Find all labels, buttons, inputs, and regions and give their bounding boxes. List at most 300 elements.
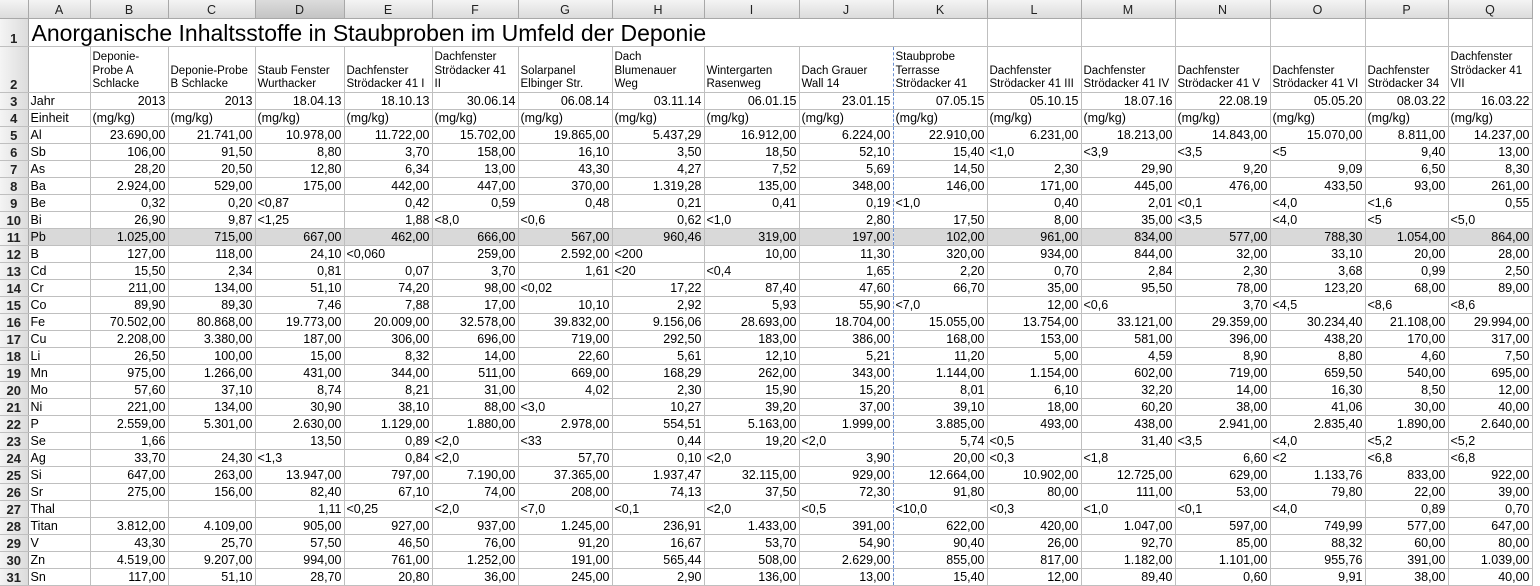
data-cell[interactable]: 567,00 (518, 228, 612, 245)
data-cell[interactable]: 30,00 (1365, 398, 1448, 415)
data-cell[interactable]: 15,90 (704, 381, 799, 398)
data-cell[interactable]: 91,20 (518, 534, 612, 551)
data-cell[interactable]: 32.578,00 (432, 313, 518, 330)
column-header-o[interactable]: O (1270, 0, 1365, 18)
row-header-23[interactable]: 23 (0, 432, 28, 449)
row-header-11[interactable]: 11 (0, 228, 28, 245)
data-cell[interactable]: 22,00 (1365, 483, 1448, 500)
data-cell[interactable]: 38,00 (1365, 568, 1448, 585)
data-cell[interactable]: 22.08.19 (1175, 92, 1270, 109)
data-cell[interactable]: 5,93 (704, 296, 799, 313)
row-label[interactable]: Pb (28, 228, 90, 245)
data-cell[interactable]: 2013 (168, 92, 255, 109)
data-cell[interactable]: 82,40 (255, 483, 344, 500)
data-cell[interactable]: 1.319,28 (612, 177, 704, 194)
data-cell[interactable]: 719,00 (1175, 364, 1270, 381)
data-cell[interactable]: 960,46 (612, 228, 704, 245)
data-cell[interactable]: 80,00 (987, 483, 1081, 500)
data-cell[interactable]: 0,44 (612, 432, 704, 449)
column-title-f[interactable]: Dachfenster Strödacker 41 II (432, 46, 518, 92)
data-cell[interactable]: 1.047,00 (1081, 517, 1175, 534)
data-cell[interactable]: 934,00 (987, 245, 1081, 262)
data-cell[interactable]: 511,00 (432, 364, 518, 381)
data-cell[interactable]: 2,30 (1175, 262, 1270, 279)
data-cell[interactable]: 905,00 (255, 517, 344, 534)
data-cell[interactable]: 1.144,00 (893, 364, 987, 381)
data-cell[interactable]: 343,00 (799, 364, 893, 381)
data-cell[interactable]: 08.03.22 (1365, 92, 1448, 109)
data-cell[interactable]: <3,5 (1175, 143, 1270, 160)
data-cell[interactable]: <0,3 (987, 449, 1081, 466)
data-cell[interactable]: 4.109,00 (168, 517, 255, 534)
data-cell[interactable]: 15,20 (799, 381, 893, 398)
row-header-27[interactable]: 27 (0, 500, 28, 517)
data-cell[interactable]: 197,00 (799, 228, 893, 245)
data-cell[interactable]: 2,92 (612, 296, 704, 313)
data-cell[interactable]: 0,32 (90, 194, 168, 211)
column-title-l[interactable]: Dachfenster Strödacker 41 III (987, 46, 1081, 92)
row-header-18[interactable]: 18 (0, 347, 28, 364)
data-cell[interactable]: 1,66 (90, 432, 168, 449)
data-cell[interactable]: 14.237,00 (1448, 126, 1532, 143)
data-cell[interactable]: (mg/kg) (432, 109, 518, 126)
data-cell[interactable]: <8,6 (1448, 296, 1532, 313)
data-cell[interactable]: 16.912,00 (704, 126, 799, 143)
row-header-26[interactable]: 26 (0, 483, 28, 500)
data-cell[interactable]: 2013 (90, 92, 168, 109)
data-cell[interactable]: 134,00 (168, 398, 255, 415)
data-cell[interactable]: 88,00 (432, 398, 518, 415)
data-cell[interactable]: <4,5 (1270, 296, 1365, 313)
data-cell[interactable]: <5,2 (1448, 432, 1532, 449)
data-cell[interactable]: 72,30 (799, 483, 893, 500)
row-header-15[interactable]: 15 (0, 296, 28, 313)
data-cell[interactable]: <1,8 (1081, 449, 1175, 466)
data-cell[interactable]: <0,5 (987, 432, 1081, 449)
data-cell[interactable] (168, 432, 255, 449)
data-cell[interactable]: 438,20 (1270, 330, 1365, 347)
data-cell[interactable]: <0,87 (255, 194, 344, 211)
data-cell[interactable]: 74,00 (432, 483, 518, 500)
data-cell[interactable]: 10.978,00 (255, 126, 344, 143)
data-cell[interactable]: 05.10.15 (987, 92, 1081, 109)
column-title-p[interactable]: Dachfenster Strödacker 34 (1365, 46, 1448, 92)
row-header-29[interactable]: 29 (0, 534, 28, 551)
row-label[interactable]: Al (28, 126, 90, 143)
data-cell[interactable]: 14.843,00 (1175, 126, 1270, 143)
data-cell[interactable]: 10,10 (518, 296, 612, 313)
row-label[interactable]: Be (28, 194, 90, 211)
data-cell[interactable]: 38,00 (1175, 398, 1270, 415)
row-label[interactable]: Thal (28, 500, 90, 517)
column-header-g[interactable]: G (518, 0, 612, 18)
data-cell[interactable]: 51,10 (168, 568, 255, 585)
data-cell[interactable]: 11.722,00 (344, 126, 432, 143)
data-cell[interactable]: 11,20 (893, 347, 987, 364)
data-cell[interactable]: 2,34 (168, 262, 255, 279)
select-all-corner[interactable] (0, 0, 28, 18)
data-cell[interactable]: 118,00 (168, 245, 255, 262)
row-label[interactable]: Se (28, 432, 90, 449)
data-cell[interactable]: 8,30 (1448, 160, 1532, 177)
data-cell[interactable]: 344,00 (344, 364, 432, 381)
row-header-28[interactable]: 28 (0, 517, 28, 534)
data-cell[interactable]: 8,50 (1365, 381, 1448, 398)
data-cell[interactable]: 15.055,00 (893, 313, 987, 330)
row-header-7[interactable]: 7 (0, 160, 28, 177)
row-header-12[interactable]: 12 (0, 245, 28, 262)
row-label[interactable]: As (28, 160, 90, 177)
data-cell[interactable]: 39,10 (893, 398, 987, 415)
data-cell[interactable]: <0,060 (344, 245, 432, 262)
data-cell[interactable]: 8,80 (255, 143, 344, 160)
data-cell[interactable]: 7,52 (704, 160, 799, 177)
data-cell[interactable]: 4,59 (1081, 347, 1175, 364)
data-cell[interactable]: 19.865,00 (518, 126, 612, 143)
data-cell[interactable]: 15.070,00 (1270, 126, 1365, 143)
data-cell[interactable]: 19,20 (704, 432, 799, 449)
data-cell[interactable]: 156,00 (168, 483, 255, 500)
data-cell[interactable]: 844,00 (1081, 245, 1175, 262)
data-cell[interactable]: 1.039,00 (1448, 551, 1532, 568)
data-cell[interactable]: 3.885,00 (893, 415, 987, 432)
row-label[interactable]: Sb (28, 143, 90, 160)
data-cell[interactable]: 19.773,00 (255, 313, 344, 330)
data-cell[interactable]: 391,00 (799, 517, 893, 534)
data-cell[interactable]: 22,60 (518, 347, 612, 364)
data-cell[interactable]: (mg/kg) (168, 109, 255, 126)
data-cell[interactable]: 37.365,00 (518, 466, 612, 483)
data-cell[interactable]: 12,00 (1448, 381, 1532, 398)
data-cell[interactable]: 51,10 (255, 279, 344, 296)
data-cell[interactable]: 5,21 (799, 347, 893, 364)
data-cell[interactable]: 4.519,00 (90, 551, 168, 568)
row-label[interactable]: Sr (28, 483, 90, 500)
data-cell[interactable]: 2.941,00 (1175, 415, 1270, 432)
data-cell[interactable]: 259,00 (432, 245, 518, 262)
data-cell[interactable]: 462,00 (344, 228, 432, 245)
data-cell[interactable]: 0,48 (518, 194, 612, 211)
data-cell[interactable]: 117,00 (90, 568, 168, 585)
data-cell[interactable]: 1.154,00 (987, 364, 1081, 381)
data-cell[interactable]: <1,0 (987, 143, 1081, 160)
data-cell[interactable]: <1,0 (893, 194, 987, 211)
column-title-n[interactable]: Dachfenster Strödacker 41 V (1175, 46, 1270, 92)
data-cell[interactable]: 20,00 (1365, 245, 1448, 262)
row-label[interactable]: Si (28, 466, 90, 483)
data-cell[interactable]: 540,00 (1365, 364, 1448, 381)
data-cell[interactable]: 14,00 (1175, 381, 1270, 398)
data-cell[interactable]: (mg/kg) (799, 109, 893, 126)
data-cell[interactable]: 1.890,00 (1365, 415, 1448, 432)
data-cell[interactable]: 38,10 (344, 398, 432, 415)
data-cell[interactable]: 13,00 (432, 160, 518, 177)
data-cell[interactable]: 7,50 (1448, 347, 1532, 364)
data-cell[interactable]: 695,00 (1448, 364, 1532, 381)
data-cell[interactable]: 2.592,00 (518, 245, 612, 262)
data-cell[interactable]: 292,50 (612, 330, 704, 347)
column-header-i[interactable]: I (704, 0, 799, 18)
data-cell[interactable]: <1,25 (255, 211, 344, 228)
data-cell[interactable]: <0,1 (1175, 194, 1270, 211)
data-cell[interactable]: (mg/kg) (612, 109, 704, 126)
data-cell[interactable]: 929,00 (799, 466, 893, 483)
data-cell[interactable]: 54,90 (799, 534, 893, 551)
data-cell[interactable]: <5 (1270, 143, 1365, 160)
data-cell[interactable]: 35,00 (987, 279, 1081, 296)
data-cell[interactable]: 833,00 (1365, 466, 1448, 483)
data-cell[interactable]: 3.812,00 (90, 517, 168, 534)
data-cell[interactable]: 12,10 (704, 347, 799, 364)
data-cell[interactable]: 1,88 (344, 211, 432, 228)
column-title-e[interactable]: Dachfenster Strödacker 41 I (344, 46, 432, 92)
data-cell[interactable]: 111,00 (1081, 483, 1175, 500)
data-cell[interactable]: <0,1 (1175, 500, 1270, 517)
row-label[interactable]: Titan (28, 517, 90, 534)
data-cell[interactable]: 5,69 (799, 160, 893, 177)
data-cell[interactable]: 171,00 (987, 177, 1081, 194)
data-cell[interactable]: <2,0 (432, 500, 518, 517)
data-cell[interactable]: 0,55 (1448, 194, 1532, 211)
data-cell[interactable]: <2,0 (704, 500, 799, 517)
data-cell[interactable]: 4,60 (1365, 347, 1448, 364)
data-cell[interactable]: 53,00 (1175, 483, 1270, 500)
data-cell[interactable]: 39,00 (1448, 483, 1532, 500)
column-header-b[interactable]: B (90, 0, 168, 18)
row-header-10[interactable]: 10 (0, 211, 28, 228)
data-cell[interactable]: 386,00 (799, 330, 893, 347)
data-cell[interactable]: 12.725,00 (1081, 466, 1175, 483)
data-cell[interactable]: <10,0 (893, 500, 987, 517)
data-cell[interactable]: 0,99 (1365, 262, 1448, 279)
data-cell[interactable]: 23.690,00 (90, 126, 168, 143)
data-cell[interactable]: 146,00 (893, 177, 987, 194)
column-title-o[interactable]: Dachfenster Strödacker 41 VI (1270, 46, 1365, 92)
data-cell[interactable]: 135,00 (704, 177, 799, 194)
data-cell[interactable]: 391,00 (1365, 551, 1448, 568)
column-title-k[interactable]: Staubprobe Terrasse Strödacker 41 (893, 46, 987, 92)
data-cell[interactable]: 91,80 (893, 483, 987, 500)
data-cell[interactable]: 100,00 (168, 347, 255, 364)
row-label[interactable]: Co (28, 296, 90, 313)
data-cell[interactable]: 306,00 (344, 330, 432, 347)
data-cell[interactable]: 28.693,00 (704, 313, 799, 330)
data-cell[interactable]: 88,32 (1270, 534, 1365, 551)
data-cell[interactable]: (mg/kg) (1270, 109, 1365, 126)
data-cell[interactable]: 13,50 (255, 432, 344, 449)
data-cell[interactable]: (mg/kg) (255, 109, 344, 126)
data-cell[interactable]: 47,60 (799, 279, 893, 296)
column-title-q[interactable]: Dachfenster Strödacker 41 VII (1448, 46, 1532, 92)
data-cell[interactable]: <33 (518, 432, 612, 449)
data-cell[interactable]: 7,46 (255, 296, 344, 313)
data-cell[interactable]: 16,30 (1270, 381, 1365, 398)
data-cell[interactable]: 261,00 (1448, 177, 1532, 194)
data-cell[interactable]: 2.629,00 (799, 551, 893, 568)
column-header-m[interactable]: M (1081, 0, 1175, 18)
data-cell[interactable]: 89,90 (90, 296, 168, 313)
data-cell[interactable]: 667,00 (255, 228, 344, 245)
data-cell[interactable]: 24,30 (168, 449, 255, 466)
data-cell[interactable]: 57,70 (518, 449, 612, 466)
data-cell[interactable]: 18.10.13 (344, 92, 432, 109)
data-cell[interactable]: 565,44 (612, 551, 704, 568)
data-cell[interactable]: 622,00 (893, 517, 987, 534)
data-cell[interactable]: 7,88 (344, 296, 432, 313)
data-cell[interactable]: 43,30 (518, 160, 612, 177)
data-cell[interactable]: <5,2 (1365, 432, 1448, 449)
data-cell[interactable]: 106,00 (90, 143, 168, 160)
data-cell[interactable]: 18.213,00 (1081, 126, 1175, 143)
cell[interactable] (1365, 18, 1448, 46)
data-cell[interactable]: 2,84 (1081, 262, 1175, 279)
data-cell[interactable]: 493,00 (987, 415, 1081, 432)
cell[interactable] (1081, 18, 1175, 46)
data-cell[interactable]: 6,34 (344, 160, 432, 177)
data-cell[interactable]: 55,90 (799, 296, 893, 313)
data-cell[interactable]: <1,0 (1081, 500, 1175, 517)
data-cell[interactable]: 127,00 (90, 245, 168, 262)
data-cell[interactable]: 22.910,00 (893, 126, 987, 143)
data-cell[interactable]: 3,70 (1175, 296, 1270, 313)
data-cell[interactable]: 420,00 (987, 517, 1081, 534)
data-cell[interactable]: 597,00 (1175, 517, 1270, 534)
data-cell[interactable]: <0,25 (344, 500, 432, 517)
data-cell[interactable]: 0,59 (432, 194, 518, 211)
data-cell[interactable]: 0,10 (612, 449, 704, 466)
data-cell[interactable]: 91,50 (168, 143, 255, 160)
data-cell[interactable]: 28,70 (255, 568, 344, 585)
data-cell[interactable]: 37,10 (168, 381, 255, 398)
data-cell[interactable]: 8,21 (344, 381, 432, 398)
column-title-c[interactable]: Deponie-Probe B Schlacke (168, 46, 255, 92)
data-cell[interactable]: 2,80 (799, 211, 893, 228)
data-cell[interactable]: 21.108,00 (1365, 313, 1448, 330)
data-cell[interactable]: 262,00 (704, 364, 799, 381)
data-cell[interactable]: 9,87 (168, 211, 255, 228)
cell[interactable] (893, 18, 987, 46)
data-cell[interactable]: 20.009,00 (344, 313, 432, 330)
data-cell[interactable]: 2,01 (1081, 194, 1175, 211)
data-cell[interactable]: 36,00 (432, 568, 518, 585)
data-cell[interactable]: 1,65 (799, 262, 893, 279)
data-cell[interactable]: 445,00 (1081, 177, 1175, 194)
data-cell[interactable]: 749,99 (1270, 517, 1365, 534)
row-label[interactable]: Bi (28, 211, 90, 228)
cell[interactable] (987, 18, 1081, 46)
data-cell[interactable]: 28,20 (90, 160, 168, 177)
row-header-22[interactable]: 22 (0, 415, 28, 432)
data-cell[interactable]: 14,50 (893, 160, 987, 177)
column-header-k[interactable]: K (893, 0, 987, 18)
data-cell[interactable] (168, 500, 255, 517)
data-cell[interactable]: 8,01 (893, 381, 987, 398)
data-cell[interactable]: 0,21 (612, 194, 704, 211)
data-cell[interactable]: 317,00 (1448, 330, 1532, 347)
data-cell[interactable]: 2,30 (987, 160, 1081, 177)
cell[interactable] (1448, 18, 1532, 46)
data-cell[interactable]: 25,70 (168, 534, 255, 551)
data-cell[interactable]: 168,00 (893, 330, 987, 347)
data-cell[interactable]: 529,00 (168, 177, 255, 194)
row-label[interactable]: Mn (28, 364, 90, 381)
data-cell[interactable]: 669,00 (518, 364, 612, 381)
data-cell[interactable]: 32.115,00 (704, 466, 799, 483)
data-cell[interactable]: 24,10 (255, 245, 344, 262)
data-cell[interactable]: 93,00 (1365, 177, 1448, 194)
data-cell[interactable]: 834,00 (1081, 228, 1175, 245)
column-title-j[interactable]: Dach Grauer Wall 14 (799, 46, 893, 92)
data-cell[interactable]: <4,0 (1270, 194, 1365, 211)
row-header-8[interactable]: 8 (0, 177, 28, 194)
data-cell[interactable]: 89,00 (1448, 279, 1532, 296)
column-header-d[interactable]: D (255, 0, 344, 18)
data-cell[interactable]: <4,0 (1270, 500, 1365, 517)
data-cell[interactable]: 0,89 (344, 432, 432, 449)
data-cell[interactable]: 175,00 (255, 177, 344, 194)
data-cell[interactable]: 05.05.20 (1270, 92, 1365, 109)
row-header-13[interactable]: 13 (0, 262, 28, 279)
data-cell[interactable]: 03.11.14 (612, 92, 704, 109)
data-cell[interactable]: 5.163,00 (704, 415, 799, 432)
data-cell[interactable]: <7,0 (893, 296, 987, 313)
data-cell[interactable]: 370,00 (518, 177, 612, 194)
data-cell[interactable]: 60,00 (1365, 534, 1448, 551)
data-cell[interactable]: <3,5 (1175, 432, 1270, 449)
data-cell[interactable]: (mg/kg) (1365, 109, 1448, 126)
data-cell[interactable]: 79,80 (1270, 483, 1365, 500)
row-label[interactable]: P (28, 415, 90, 432)
data-cell[interactable]: 3.380,00 (168, 330, 255, 347)
data-cell[interactable]: 90,40 (893, 534, 987, 551)
data-cell[interactable]: 31,00 (432, 381, 518, 398)
data-cell[interactable]: (mg/kg) (987, 109, 1081, 126)
data-cell[interactable]: 35,00 (1081, 211, 1175, 228)
data-cell[interactable]: 602,00 (1081, 364, 1175, 381)
data-cell[interactable]: 80,00 (1448, 534, 1532, 551)
data-cell[interactable]: 6,10 (987, 381, 1081, 398)
data-cell[interactable]: 9,09 (1270, 160, 1365, 177)
row-header-30[interactable]: 30 (0, 551, 28, 568)
data-cell[interactable]: 43,30 (90, 534, 168, 551)
data-cell[interactable]: 0,40 (987, 194, 1081, 211)
data-cell[interactable]: 6.231,00 (987, 126, 1081, 143)
column-header-p[interactable]: P (1365, 0, 1448, 18)
data-cell[interactable]: 10,00 (704, 245, 799, 262)
data-cell[interactable]: 581,00 (1081, 330, 1175, 347)
data-cell[interactable]: 07.05.15 (893, 92, 987, 109)
data-cell[interactable]: <0,02 (518, 279, 612, 296)
data-cell[interactable]: <1,3 (255, 449, 344, 466)
data-cell[interactable]: <4,0 (1270, 211, 1365, 228)
data-cell[interactable]: 3,68 (1270, 262, 1365, 279)
data-cell[interactable]: 0,62 (612, 211, 704, 228)
row-label[interactable]: Fe (28, 313, 90, 330)
data-cell[interactable]: 647,00 (1448, 517, 1532, 534)
data-cell[interactable]: 320,00 (893, 245, 987, 262)
data-cell[interactable]: 67,10 (344, 483, 432, 500)
data-cell[interactable]: 9,91 (1270, 568, 1365, 585)
data-cell[interactable]: 41,06 (1270, 398, 1365, 415)
data-cell[interactable]: 102,00 (893, 228, 987, 245)
data-cell[interactable]: 06.08.14 (518, 92, 612, 109)
data-cell[interactable]: 15,40 (893, 143, 987, 160)
data-cell[interactable]: 1.880,00 (432, 415, 518, 432)
data-cell[interactable]: 275,00 (90, 483, 168, 500)
data-cell[interactable]: 18.07.16 (1081, 92, 1175, 109)
data-cell[interactable]: 221,00 (90, 398, 168, 415)
data-cell[interactable]: 33.121,00 (1081, 313, 1175, 330)
